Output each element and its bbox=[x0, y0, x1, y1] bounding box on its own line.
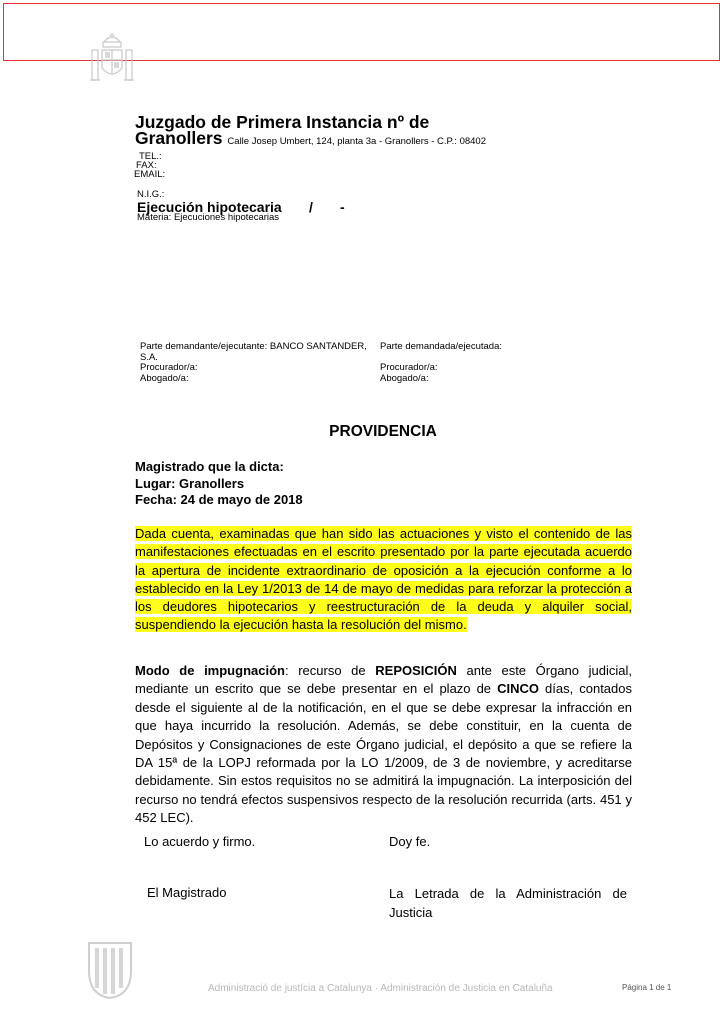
magistrado-line: Magistrado que la dicta: bbox=[135, 459, 284, 474]
court-address: Calle Josep Umbert, 124, planta 3a - Granollers - C.P.: 08402 bbox=[227, 136, 486, 147]
resolution-metadata bbox=[135, 459, 303, 509]
footer-text: Administració de justícia a Catalunya · Administración de Justicia en Cataluña bbox=[208, 983, 553, 994]
claimant-name: Parte demandante/ejecutante: BANCO SANTANDER, bbox=[140, 341, 367, 352]
defendant-name: Parte demandada/ejecutada: bbox=[380, 341, 503, 352]
spain-coat-of-arms-icon bbox=[86, 30, 138, 90]
claimant-abogado: Abogado/a: bbox=[140, 372, 189, 384]
defendant-procurador: Procurador/a: bbox=[380, 362, 438, 373]
signer-left: El Magistrado bbox=[147, 885, 227, 900]
defendant-abogado: Abogado/a: bbox=[380, 372, 429, 384]
court-name-line1: Juzgado de Primera Instancia nº de bbox=[135, 112, 430, 132]
closing-right: Doy fe. bbox=[389, 834, 431, 849]
court-city: Granollers bbox=[135, 128, 223, 148]
page-number: Página 1 de 1 bbox=[622, 983, 672, 992]
fecha-line: Fecha: 24 de mayo de 2018 bbox=[135, 492, 303, 507]
claimant-block bbox=[140, 342, 367, 384]
highlighted-paragraph bbox=[135, 525, 632, 635]
highlighted-text: Dada cuenta, examinadas que han sido las actuaciones y visto el contenido de las manifestaciones efectuadas en el escrito presentado por la parte ejecutada acuerdo la apertura de incidente extraordinario de oposición a la ejecución conforme a lo establecido en la Ley 1/2013 de 14 de mayo de medidas para reforzar la protección a los deudores hipotecarios y reestructuración de la deuda y alquiler social, suspendiendo la ejecución hasta la resolución del mismo. bbox=[135, 526, 632, 633]
procedure-subject: Materia: Ejecuciones hipotecarias bbox=[137, 212, 280, 223]
reposicion-word: REPOSICIÓN bbox=[375, 663, 457, 678]
defendant-block bbox=[380, 342, 502, 384]
impugnacion-paragraph bbox=[135, 662, 632, 828]
lugar-line: Lugar: Granollers bbox=[135, 475, 245, 491]
impugnacion-label: Modo de impugnación bbox=[135, 663, 285, 678]
nig-label: N.I.G.: bbox=[137, 189, 165, 200]
impugnacion-text-2: ante este Órgano judicial, mediante un escrito que se debe presentar en el plazo de bbox=[135, 663, 632, 697]
document-title: PROVIDENCIA bbox=[329, 423, 437, 440]
claimant-name-cont: S.A. bbox=[140, 351, 158, 363]
procedure-title: Ejecución hipotecaria / - bbox=[137, 199, 345, 215]
claimant-procurador: Procurador/a: bbox=[140, 362, 198, 373]
signer-right: La Letrada de la Administración de Justicia bbox=[389, 886, 627, 920]
court-name-line2 bbox=[135, 128, 486, 149]
cinco-word: CINCO bbox=[497, 681, 539, 697]
catalonia-seal-icon bbox=[86, 940, 134, 1000]
tel-label: TEL.: bbox=[139, 151, 162, 162]
impugnacion-text-1: : recurso de bbox=[284, 663, 376, 678]
fax-label: FAX: bbox=[136, 160, 157, 171]
impugnacion-text-3: días, contados desde el siguiente al de la notificación, en el que se debe expresar la infracción en que haya incurrido la resolución. Además, se debe constituir, en la cuenta de Depósitos y Consignaciones de este Órgano judicial, el depósito a que se refiere la DA 15ª de la LOPJ reformada por la LO 1/2009, de 3 de noviembre, y acreditarse debidamente. Sin estos requisitos no se admitirá la impugnación. La interposición del recurso no tendrá efectos suspensivos respecto de la resolución recurrida (arts. 451 y 452 LEC). bbox=[135, 681, 632, 826]
email-label: EMAIL: bbox=[134, 169, 166, 180]
closing-left: Lo acuerdo y firmo. bbox=[144, 834, 256, 849]
